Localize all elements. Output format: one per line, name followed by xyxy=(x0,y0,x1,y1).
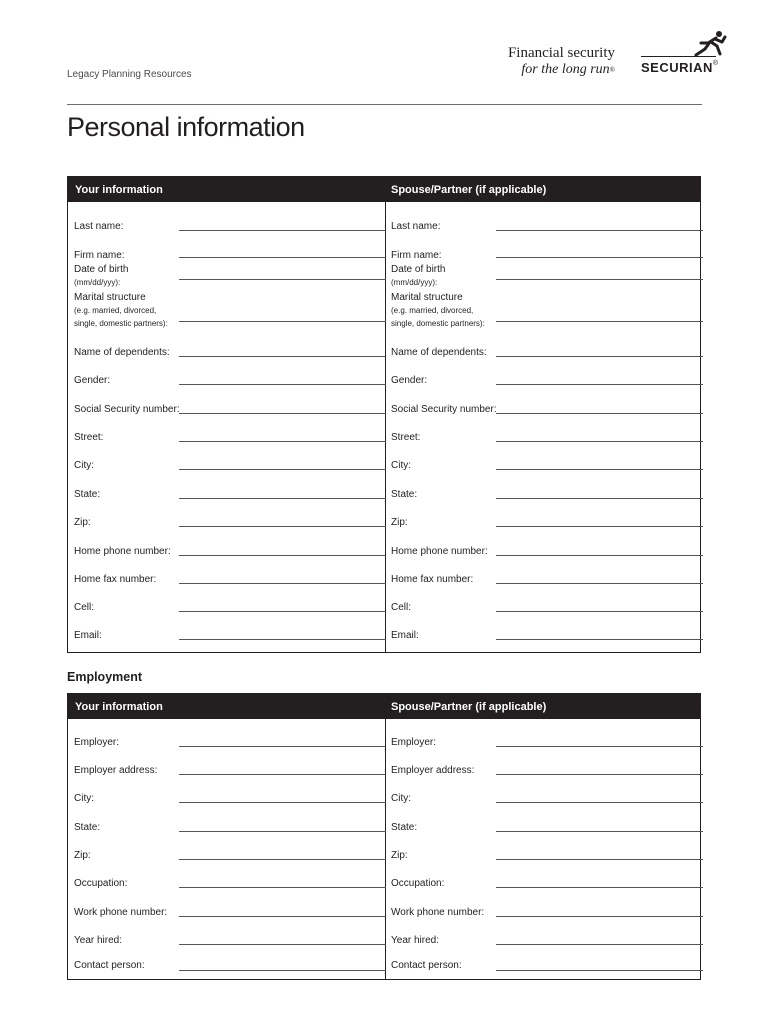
field-spouse xyxy=(391,629,703,642)
field-label: Social Security number: xyxy=(391,404,497,415)
field-your-info xyxy=(74,459,386,472)
fill-in-line[interactable] xyxy=(496,555,703,556)
fill-in-line[interactable] xyxy=(496,583,703,584)
field-your-info xyxy=(74,821,386,834)
fill-in-line[interactable] xyxy=(496,321,703,322)
field-spouse xyxy=(391,431,703,444)
field-label: Name of dependents: xyxy=(391,347,487,358)
field-your-info xyxy=(74,736,386,749)
field-your-info xyxy=(74,374,386,387)
fill-in-line[interactable] xyxy=(496,639,703,640)
field-label: Marital structure xyxy=(391,292,463,303)
field-label: Zip: xyxy=(74,850,91,861)
field-spouse xyxy=(391,601,703,614)
field-your-info xyxy=(74,573,386,586)
field-label: State: xyxy=(74,489,101,500)
runner-icon xyxy=(693,30,727,56)
field-your-info xyxy=(74,629,386,642)
fill-in-line[interactable] xyxy=(496,257,703,258)
field-your-info xyxy=(74,431,386,444)
fill-in-line[interactable] xyxy=(179,498,386,499)
fill-in-line[interactable] xyxy=(496,887,703,888)
tagline-line1: Financial security xyxy=(507,45,615,61)
field-label: Employer: xyxy=(391,737,437,748)
fill-in-line[interactable] xyxy=(496,356,703,357)
tagline-line2 xyxy=(508,62,615,78)
field-your-info xyxy=(74,346,386,359)
field-label: State: xyxy=(74,822,101,833)
field-your-info xyxy=(74,291,386,330)
fill-in-line[interactable] xyxy=(179,469,386,470)
field-label: Contact person: xyxy=(74,960,145,971)
fill-in-line[interactable] xyxy=(179,774,386,775)
logo-wordmark xyxy=(641,60,719,75)
field-label: Email: xyxy=(74,630,102,641)
fill-in-line[interactable] xyxy=(496,916,703,917)
field-sublabel: (mm/dd/yyy): xyxy=(391,278,438,287)
field-spouse xyxy=(391,516,703,529)
field-spouse xyxy=(391,849,703,862)
field-label: City: xyxy=(391,460,411,471)
field-label: Firm name: xyxy=(74,250,125,261)
fill-in-line[interactable] xyxy=(179,831,386,832)
fill-in-line[interactable] xyxy=(179,526,386,527)
field-your-info xyxy=(74,849,386,862)
section-title-employment: Employment xyxy=(67,670,143,684)
fill-in-line[interactable] xyxy=(179,639,386,640)
fill-in-line[interactable] xyxy=(496,384,703,385)
field-label: Contact person: xyxy=(391,960,462,971)
table-header xyxy=(68,694,700,719)
column-header-spouse: Spouse/Partner (if applicable) xyxy=(391,184,547,196)
fill-in-line[interactable] xyxy=(496,970,703,971)
field-label: Name of dependents: xyxy=(74,347,170,358)
securian-logo xyxy=(641,30,733,76)
field-label: Last name: xyxy=(74,221,124,232)
field-spouse xyxy=(391,934,703,947)
fill-in-line[interactable] xyxy=(179,802,386,803)
field-your-info xyxy=(74,263,386,289)
field-spouse xyxy=(391,459,703,472)
field-your-info xyxy=(74,488,386,501)
fill-in-line[interactable] xyxy=(179,611,386,612)
fill-in-line[interactable] xyxy=(179,555,386,556)
field-your-info xyxy=(74,959,386,972)
tagline-line2-text: for the long run xyxy=(521,62,610,77)
fill-in-line[interactable] xyxy=(496,611,703,612)
field-label: Social Security number: xyxy=(74,404,180,415)
field-your-info xyxy=(74,403,386,416)
field-label: Employer: xyxy=(74,737,120,748)
fill-in-line[interactable] xyxy=(179,970,386,971)
field-label: City: xyxy=(74,793,94,804)
field-label: Employer address: xyxy=(74,765,158,776)
column-header-your-info: Your information xyxy=(75,184,163,196)
tagline-registered-mark: ® xyxy=(609,66,615,74)
field-sublabel: (mm/dd/yyy): xyxy=(74,278,121,287)
field-spouse xyxy=(391,764,703,777)
field-label: City: xyxy=(391,793,411,804)
field-label: Email: xyxy=(391,630,419,641)
field-spouse xyxy=(391,959,703,972)
logo-registered-mark: ® xyxy=(712,60,719,67)
fill-in-line[interactable] xyxy=(179,356,386,357)
fill-in-line[interactable] xyxy=(496,230,703,231)
fill-in-line[interactable] xyxy=(496,944,703,945)
fill-in-line[interactable] xyxy=(179,916,386,917)
table-header xyxy=(68,177,700,202)
field-label: Work phone number: xyxy=(391,907,485,918)
field-label: State: xyxy=(391,822,418,833)
field-spouse xyxy=(391,374,703,387)
field-label: Cell: xyxy=(74,602,95,613)
field-label: Home fax number: xyxy=(74,574,157,585)
field-label: Occupation: xyxy=(74,878,128,889)
field-your-info xyxy=(74,906,386,919)
field-label: State: xyxy=(391,489,418,500)
field-spouse xyxy=(391,263,703,289)
logo-rule xyxy=(641,56,716,57)
fill-in-line[interactable] xyxy=(179,279,386,280)
field-your-info xyxy=(74,934,386,947)
field-spouse xyxy=(391,906,703,919)
fill-in-line[interactable] xyxy=(179,321,386,322)
fill-in-line[interactable] xyxy=(179,859,386,860)
field-your-info xyxy=(74,545,386,558)
fill-in-line[interactable] xyxy=(496,746,703,747)
field-label: Zip: xyxy=(391,517,408,528)
fill-in-line[interactable] xyxy=(179,944,386,945)
field-spouse xyxy=(391,545,703,558)
field-label: Gender: xyxy=(391,375,428,386)
field-label: City: xyxy=(74,460,94,471)
field-spouse xyxy=(391,877,703,890)
page-title: Personal information xyxy=(67,112,305,142)
fill-in-line[interactable] xyxy=(496,859,703,860)
header-divider xyxy=(67,104,702,105)
field-your-info xyxy=(74,220,386,233)
field-label: Home phone number: xyxy=(74,546,171,557)
fill-in-line[interactable] xyxy=(496,498,703,499)
fill-in-line[interactable] xyxy=(496,279,703,280)
fill-in-line[interactable] xyxy=(496,469,703,470)
field-label: Date of birth xyxy=(391,264,446,275)
logo-text: SECURIAN xyxy=(641,60,713,75)
field-sublabel: (e.g. married, divorced, xyxy=(391,306,474,315)
field-spouse xyxy=(391,736,703,749)
field-label: Street: xyxy=(74,432,104,443)
fill-in-line[interactable] xyxy=(179,441,386,442)
fill-in-line[interactable] xyxy=(179,887,386,888)
field-label: Year hired: xyxy=(74,935,122,946)
column-header-spouse: Spouse/Partner (if applicable) xyxy=(391,701,547,713)
column-header-your-info: Your information xyxy=(75,701,163,713)
field-spouse xyxy=(391,346,703,359)
personal-info-table xyxy=(67,176,701,653)
field-label: Year hired: xyxy=(391,935,439,946)
fill-in-line[interactable] xyxy=(179,583,386,584)
field-label: Street: xyxy=(391,432,421,443)
field-your-info xyxy=(74,601,386,614)
fill-in-line[interactable] xyxy=(179,257,386,258)
fill-in-line[interactable] xyxy=(496,774,703,775)
field-spouse xyxy=(391,792,703,805)
field-label: Gender: xyxy=(74,375,111,386)
field-spouse xyxy=(391,403,703,416)
field-sublabel: single, domestic partners): xyxy=(74,319,168,328)
tagline xyxy=(508,44,615,78)
brand-name: Legacy Planning Resources xyxy=(67,69,192,80)
field-label: Home phone number: xyxy=(391,546,488,557)
field-spouse xyxy=(391,291,703,330)
fill-in-line[interactable] xyxy=(496,831,703,832)
field-spouse xyxy=(391,573,703,586)
field-sublabel: single, domestic partners): xyxy=(391,319,485,328)
field-your-info xyxy=(74,792,386,805)
field-your-info xyxy=(74,516,386,529)
field-your-info xyxy=(74,764,386,777)
field-label: Marital structure xyxy=(74,292,146,303)
field-your-info xyxy=(74,877,386,890)
field-label: Home fax number: xyxy=(391,574,474,585)
fill-in-line[interactable] xyxy=(496,441,703,442)
field-label: Occupation: xyxy=(391,878,445,889)
field-label: Last name: xyxy=(391,221,441,232)
fill-in-line[interactable] xyxy=(179,746,386,747)
fill-in-line[interactable] xyxy=(179,230,386,231)
field-spouse xyxy=(391,488,703,501)
field-label: Zip: xyxy=(74,517,91,528)
field-label: Work phone number: xyxy=(74,907,168,918)
fill-in-line[interactable] xyxy=(496,802,703,803)
field-spouse xyxy=(391,249,703,262)
field-your-info xyxy=(74,249,386,262)
fill-in-line[interactable] xyxy=(496,413,703,414)
field-spouse xyxy=(391,821,703,834)
employment-table xyxy=(67,693,701,980)
field-spouse xyxy=(391,220,703,233)
fill-in-line[interactable] xyxy=(179,413,386,414)
field-label: Cell: xyxy=(391,602,412,613)
field-label: Date of birth xyxy=(74,264,129,275)
fill-in-line[interactable] xyxy=(496,526,703,527)
field-label: Zip: xyxy=(391,850,408,861)
field-label: Employer address: xyxy=(391,765,475,776)
fill-in-line[interactable] xyxy=(179,384,386,385)
field-label: Firm name: xyxy=(391,250,442,261)
field-sublabel: (e.g. married, divorced, xyxy=(74,306,157,315)
